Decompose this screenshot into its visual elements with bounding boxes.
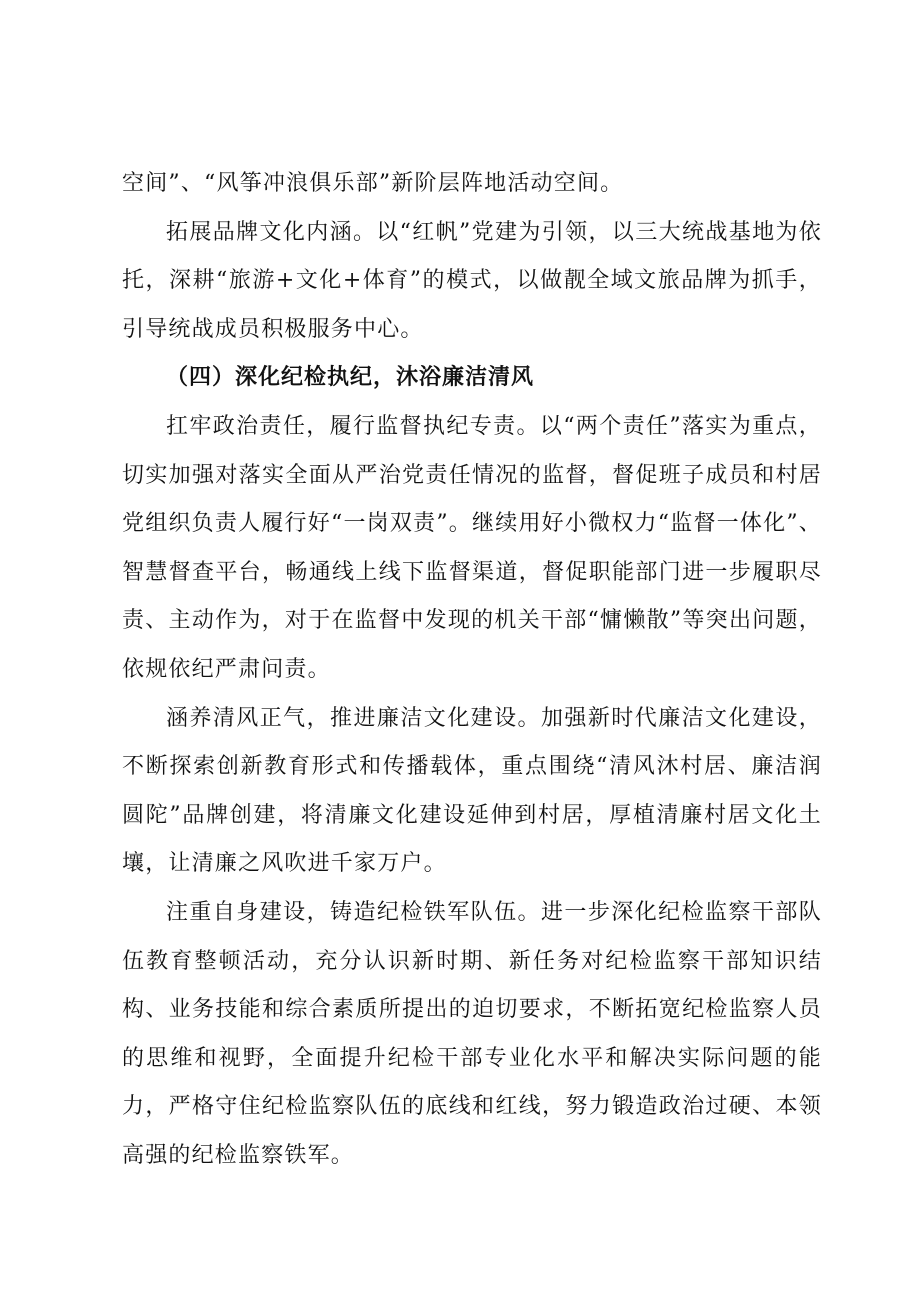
paragraph-political-responsibility: 扛牢政治责任，履行监督执纪专责。以“两个责任”落实为重点，切实加强对落实全面从严治党责任情况的监督，督促班子成员和村居党组织负责人履行好“一岗双责”。继续用好小微权力“监督一体化”、智慧督查平台，畅通线上线下监督渠道，督促职能部门进一步履职尽责、主动作为，对于在监督中发现的机关干部“慵懒散”等突出问题，依规依纪严肃问责。 bbox=[122, 413, 822, 682]
paragraph-brand-culture: 拓展品牌文化内涵。以“红帆”党建为引领，以三大统战基地为依托，深耕“旅游+文化+体育”的模式，以做靓全域文旅品牌为抓手，引导统战成员积极服务中心。 bbox=[122, 219, 822, 342]
document-body bbox=[122, 160, 822, 1180]
paragraph-continued: 空间”、“风筝冲浪俱乐部”新阶层阵地活动空间。 bbox=[122, 171, 624, 196]
paragraph-self-building: 注重自身建设，铸造纪检铁军队伍。进一步深化纪检监察干部队伍教育整顿活动，充分认识新时期、新任务对纪检监察干部知识结构、业务技能和综合素质所提出的迫切要求，不断拓宽纪检监察人员的思维和视野，全面提升纪检干部专业化水平和解决实际问题的能力，严格守住纪检监察队伍的底线和红线，努力锻造政治过硬、本领高强的纪检监察铁军。 bbox=[122, 899, 822, 1168]
paragraph-integrity-culture: 涵养清风正气，推进廉洁文化建设。加强新时代廉洁文化建设，不断探索创新教育形式和传播载体，重点围绕“清风沐村居、廉洁润圆陀”品牌创建，将清廉文化建设延伸到村居，厚植清廉村居文化土壤，让清廉之风吹进千家万户。 bbox=[122, 705, 822, 877]
section-heading: （四）深化纪检执纪，沐浴廉洁清风 bbox=[166, 365, 535, 391]
